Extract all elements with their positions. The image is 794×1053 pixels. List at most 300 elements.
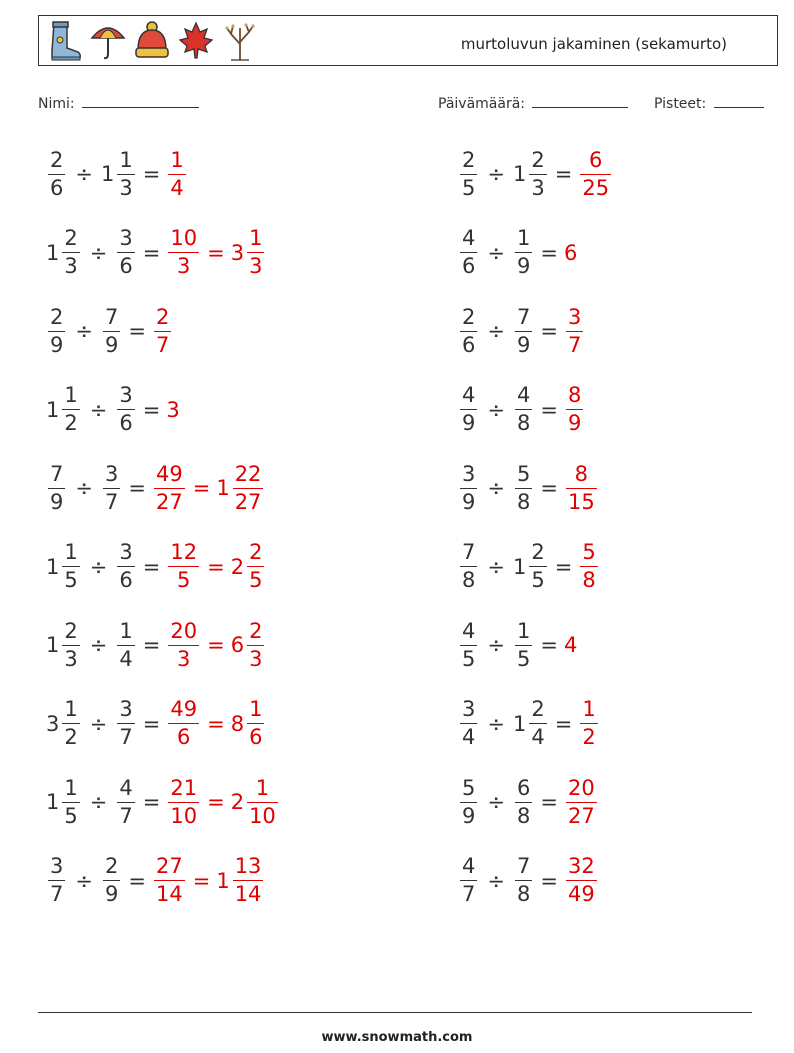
divide-sign: ÷ xyxy=(89,397,108,422)
answer xyxy=(166,775,279,828)
fraction xyxy=(103,856,120,905)
fraction xyxy=(515,228,532,277)
denominator: 3 xyxy=(168,645,199,670)
denominator: 3 xyxy=(64,646,78,671)
fraction xyxy=(154,461,185,514)
denominator: 8 xyxy=(516,882,531,906)
equals-sign: = xyxy=(192,476,211,500)
dividend xyxy=(46,304,67,357)
divide-sign: ÷ xyxy=(75,319,93,343)
answer-value xyxy=(578,542,599,591)
denominator: 9 xyxy=(516,254,531,278)
numerator: 22 xyxy=(234,461,262,486)
answer-value xyxy=(230,618,267,671)
equals-sign: = xyxy=(540,240,558,265)
divisor xyxy=(115,228,136,277)
fraction xyxy=(529,147,546,200)
numerator: 2 xyxy=(64,226,78,250)
divide-sign: ÷ xyxy=(487,633,505,657)
fraction xyxy=(117,775,134,828)
problem-row xyxy=(46,617,266,673)
fraction xyxy=(117,618,134,671)
numerator: 2 xyxy=(249,540,263,564)
fraction xyxy=(529,542,546,591)
numerator: 2 xyxy=(50,147,64,172)
problem-row xyxy=(46,853,265,909)
fraction xyxy=(460,228,477,277)
numerator: 4 xyxy=(462,226,476,250)
answer xyxy=(564,633,578,657)
equals-sign: = xyxy=(540,790,558,814)
denominator: 5 xyxy=(168,566,199,591)
divisor xyxy=(115,618,136,671)
numerator: 3 xyxy=(104,461,119,486)
numerator: 2 xyxy=(531,540,545,564)
whole-part: 3 xyxy=(230,240,245,265)
problem-row xyxy=(46,774,280,830)
denominator: 9 xyxy=(516,332,531,357)
denominator: 3 xyxy=(249,254,263,278)
denominator: 3 xyxy=(119,175,133,200)
answer xyxy=(564,856,599,905)
fraction xyxy=(62,542,79,591)
divide-sign: ÷ xyxy=(487,162,505,186)
divisor xyxy=(513,699,549,748)
denominator: 9 xyxy=(104,882,119,906)
numerator: 6 xyxy=(516,775,531,800)
dividend xyxy=(458,147,479,200)
numerator: 1 xyxy=(64,383,78,407)
denominator: 5 xyxy=(64,803,78,828)
whole-part: 1 xyxy=(512,162,527,186)
answer-value xyxy=(564,241,578,265)
fraction xyxy=(48,304,65,357)
answer-value xyxy=(231,228,267,277)
divisor xyxy=(513,618,534,671)
equals-sign: = xyxy=(554,162,573,186)
answer-value xyxy=(231,699,267,748)
numerator: 49 xyxy=(155,461,183,486)
problem-row xyxy=(458,146,613,202)
whole-part: 2 xyxy=(230,790,245,814)
fraction xyxy=(154,304,171,357)
whole-part: 2 xyxy=(230,554,245,579)
fraction xyxy=(566,385,583,434)
equals-sign: = xyxy=(540,319,558,343)
equals-sign: = xyxy=(142,633,161,657)
fraction xyxy=(117,699,134,748)
numerator: 7 xyxy=(516,304,531,329)
equals-sign: = xyxy=(207,790,225,814)
whole-part: 1 xyxy=(512,711,527,736)
whole-part: 1 xyxy=(46,633,60,657)
answer xyxy=(166,228,266,277)
divide-sign: ÷ xyxy=(487,711,505,736)
divisor xyxy=(513,385,534,434)
problem-row xyxy=(458,303,585,359)
fraction xyxy=(460,385,477,434)
fraction xyxy=(529,699,546,748)
problem-row xyxy=(46,382,181,438)
denominator: 25 xyxy=(582,175,610,200)
denominator: 27 xyxy=(155,489,183,514)
answer xyxy=(152,856,265,905)
problem-row xyxy=(458,382,585,438)
numerator: 2 xyxy=(50,304,64,329)
equals-sign: = xyxy=(142,162,161,186)
whole-part: 1 xyxy=(100,162,115,186)
divide-sign: ÷ xyxy=(487,397,505,422)
numerator: 2 xyxy=(249,618,263,643)
denominator: 5 xyxy=(462,646,476,671)
answer xyxy=(166,398,180,422)
fraction xyxy=(460,542,477,591)
problem-row xyxy=(46,303,173,359)
name-label: Nimi: xyxy=(38,96,75,112)
fraction xyxy=(48,461,65,514)
fraction xyxy=(62,228,79,277)
footer-divider xyxy=(38,1012,752,1013)
numerator: 4 xyxy=(119,775,133,800)
equals-sign: = xyxy=(207,633,225,657)
answer xyxy=(564,775,599,828)
divide-sign: ÷ xyxy=(487,319,505,343)
divisor xyxy=(513,775,534,828)
denominator: 6 xyxy=(462,332,476,357)
whole-part: 1 xyxy=(46,790,60,814)
numerator: 13 xyxy=(234,854,262,878)
umbrella-icon xyxy=(89,20,127,62)
denominator: 9 xyxy=(567,411,582,435)
equals-sign: = xyxy=(554,554,573,579)
whole-part: 6 xyxy=(563,240,578,265)
numerator: 32 xyxy=(567,854,595,878)
numerator: 2 xyxy=(104,854,119,878)
fraction xyxy=(233,856,264,905)
dividend xyxy=(458,304,479,357)
divide-sign: ÷ xyxy=(89,711,108,736)
numerator: 2 xyxy=(531,147,545,172)
divisor xyxy=(115,699,136,748)
denominator: 8 xyxy=(582,568,596,592)
equals-sign: = xyxy=(128,319,146,343)
numerator: 1 xyxy=(249,697,263,721)
denominator: 5 xyxy=(64,568,78,592)
answer-value xyxy=(564,304,585,357)
problem-row xyxy=(46,539,266,595)
fraction xyxy=(154,856,185,905)
numerator: 7 xyxy=(462,540,476,564)
answer-value xyxy=(231,542,267,591)
denominator: 3 xyxy=(531,175,545,200)
maple-leaf-icon xyxy=(177,20,215,62)
numerator: 4 xyxy=(462,854,476,878)
fraction xyxy=(117,542,134,591)
date-blank[interactable] xyxy=(532,93,628,108)
answer xyxy=(578,542,599,591)
fraction xyxy=(460,856,477,905)
fraction xyxy=(247,542,264,591)
equals-sign: = xyxy=(540,633,558,657)
numerator: 27 xyxy=(155,854,183,878)
problem-row xyxy=(458,225,578,281)
numerator: 1 xyxy=(64,540,78,564)
answer-value xyxy=(578,699,599,748)
denominator: 9 xyxy=(50,332,64,357)
fraction xyxy=(460,304,477,357)
whole-part: 3 xyxy=(166,397,180,422)
equals-sign: = xyxy=(207,554,225,579)
denominator: 3 xyxy=(249,646,263,671)
divisor xyxy=(513,461,534,514)
fraction xyxy=(515,856,532,905)
divisor xyxy=(100,147,137,200)
divide-sign: ÷ xyxy=(487,868,505,893)
equals-sign: = xyxy=(540,397,558,422)
numerator: 3 xyxy=(119,383,133,407)
numerator: 7 xyxy=(516,854,531,878)
fraction xyxy=(62,385,79,434)
worksheet-header xyxy=(38,15,778,66)
divisor xyxy=(115,542,136,591)
equals-sign: = xyxy=(142,240,161,265)
divide-sign: ÷ xyxy=(487,790,505,814)
fraction xyxy=(168,228,199,277)
fraction xyxy=(566,304,583,357)
denominator: 5 xyxy=(462,175,476,200)
score-label: Pisteet: xyxy=(654,96,707,112)
answer-value xyxy=(152,856,187,905)
answer-value xyxy=(166,775,201,828)
denominator: 9 xyxy=(50,489,64,514)
fraction xyxy=(103,461,120,514)
answer xyxy=(166,618,266,671)
denominator: 27 xyxy=(234,489,262,514)
fraction xyxy=(62,775,79,828)
denominator: 7 xyxy=(462,882,476,906)
denominator: 5 xyxy=(249,568,263,592)
problem-row xyxy=(458,617,578,673)
divisor xyxy=(513,542,549,591)
whole-part: 1 xyxy=(216,476,230,500)
numerator: 5 xyxy=(582,540,596,564)
knit-hat-icon xyxy=(133,20,171,62)
denominator: 4 xyxy=(119,646,133,671)
fraction xyxy=(233,461,264,514)
divide-sign: ÷ xyxy=(75,868,93,893)
numerator: 10 xyxy=(170,226,198,250)
dividend xyxy=(46,461,67,514)
problem-row xyxy=(46,460,265,516)
whole-part: 6 xyxy=(230,633,245,657)
numerator: 3 xyxy=(462,697,476,721)
equals-sign: = xyxy=(128,476,146,500)
numerator: 1 xyxy=(64,697,78,721)
numerator: 1 xyxy=(516,226,531,250)
numerator: 6 xyxy=(589,147,603,172)
numerator: 2 xyxy=(462,304,476,329)
dividend xyxy=(458,618,479,671)
divide-sign: ÷ xyxy=(487,240,505,265)
divisor xyxy=(101,856,122,905)
fraction xyxy=(168,699,199,748)
denominator: 2 xyxy=(64,411,78,435)
fraction xyxy=(103,304,120,357)
answer-value xyxy=(166,699,201,748)
denominator: 14 xyxy=(234,882,262,906)
numerator: 20 xyxy=(567,775,595,800)
footer-url: www.snowmath.com xyxy=(321,1030,473,1045)
numerator: 7 xyxy=(104,304,119,329)
whole-part: 1 xyxy=(46,554,60,579)
score-field xyxy=(654,93,764,112)
equals-sign: = xyxy=(142,397,161,422)
fraction xyxy=(168,147,185,200)
denominator: 9 xyxy=(462,803,476,828)
denominator: 27 xyxy=(567,803,595,828)
answer xyxy=(166,147,187,200)
divide-sign: ÷ xyxy=(75,162,93,186)
numerator: 3 xyxy=(462,461,476,486)
fraction xyxy=(117,147,134,200)
denominator: 7 xyxy=(50,882,64,906)
answer xyxy=(564,461,599,514)
divide-sign: ÷ xyxy=(89,790,108,814)
numerator: 1 xyxy=(170,147,184,172)
fraction xyxy=(168,618,199,671)
fraction xyxy=(460,699,477,748)
divisor xyxy=(512,147,549,200)
dividend xyxy=(46,775,82,828)
fraction xyxy=(566,461,597,514)
answer-value xyxy=(166,228,201,277)
denominator: 10 xyxy=(249,803,276,828)
denominator: 14 xyxy=(155,882,183,906)
denominator: 3 xyxy=(64,254,78,278)
dividend xyxy=(46,856,67,905)
numerator: 21 xyxy=(170,775,198,800)
divisor xyxy=(513,228,534,277)
denominator: 9 xyxy=(104,332,119,357)
dividend xyxy=(46,542,82,591)
divisor xyxy=(513,304,534,357)
equals-sign: = xyxy=(540,476,558,500)
numerator: 1 xyxy=(64,775,78,800)
numerator: 5 xyxy=(462,775,476,800)
equals-sign: = xyxy=(142,554,161,579)
answer xyxy=(152,461,265,514)
fraction xyxy=(580,699,597,748)
answer xyxy=(152,304,173,357)
denominator: 8 xyxy=(516,803,531,828)
fraction xyxy=(247,618,264,671)
equals-sign: = xyxy=(192,868,211,893)
denominator: 6 xyxy=(462,254,476,278)
denominator: 3 xyxy=(168,252,199,277)
name-blank[interactable] xyxy=(82,93,199,108)
equals-sign: = xyxy=(207,711,225,736)
denominator: 4 xyxy=(531,725,545,749)
answer xyxy=(166,542,266,591)
numerator: 2 xyxy=(155,304,170,329)
fraction xyxy=(460,775,477,828)
answer xyxy=(564,385,585,434)
dividend xyxy=(46,228,82,277)
numerator: 5 xyxy=(516,461,531,486)
whole-part: 3 xyxy=(46,711,60,736)
numerator: 12 xyxy=(170,540,198,564)
denominator: 6 xyxy=(119,568,133,592)
divide-sign: ÷ xyxy=(89,554,108,579)
equals-sign: = xyxy=(142,711,161,736)
denominator: 7 xyxy=(119,725,133,749)
boot-icon xyxy=(45,20,83,62)
numerator: 3 xyxy=(50,854,64,878)
equals-sign: = xyxy=(128,868,146,893)
problem-row xyxy=(458,539,600,595)
denominator: 49 xyxy=(567,882,595,906)
date-field xyxy=(438,93,628,112)
denominator: 2 xyxy=(582,725,596,749)
answer-value xyxy=(564,856,599,905)
score-blank[interactable] xyxy=(714,93,764,108)
fraction xyxy=(580,147,611,200)
denominator: 9 xyxy=(462,411,476,435)
dividend xyxy=(458,228,479,277)
fraction xyxy=(247,228,264,277)
denominator: 6 xyxy=(119,411,133,435)
denominator: 8 xyxy=(462,568,476,592)
divisor xyxy=(513,856,534,905)
fraction xyxy=(168,542,199,591)
answer-value xyxy=(166,618,201,671)
dividend xyxy=(46,618,82,671)
whole-part: 8 xyxy=(230,711,245,736)
whole-part: 1 xyxy=(46,240,60,265)
dividend xyxy=(458,775,479,828)
problem-row xyxy=(46,146,188,202)
fraction xyxy=(48,856,65,905)
numerator: 2 xyxy=(64,618,78,643)
answer-value xyxy=(166,398,180,422)
divisor xyxy=(115,775,136,828)
bare-tree-icon xyxy=(221,20,259,62)
denominator: 15 xyxy=(567,489,595,514)
fraction xyxy=(168,775,199,828)
answer-value xyxy=(216,461,265,514)
denominator: 8 xyxy=(516,411,531,435)
problem-row xyxy=(458,460,599,516)
divisor xyxy=(115,385,136,434)
numerator: 2 xyxy=(531,697,545,721)
fraction xyxy=(580,542,597,591)
denominator: 5 xyxy=(531,568,545,592)
dividend xyxy=(46,699,82,748)
numerator: 20 xyxy=(170,618,198,643)
dividend xyxy=(458,542,479,591)
problem-row xyxy=(46,696,266,752)
whole-part: 1 xyxy=(46,397,60,422)
numerator: 4 xyxy=(516,383,531,407)
dividend xyxy=(458,385,479,434)
numerator: 8 xyxy=(574,461,589,486)
denominator: 7 xyxy=(119,803,133,828)
fraction xyxy=(566,775,597,828)
name-field xyxy=(38,93,199,112)
numerator: 3 xyxy=(119,697,133,721)
equals-sign: = xyxy=(142,790,161,814)
whole-part: 1 xyxy=(216,868,230,893)
